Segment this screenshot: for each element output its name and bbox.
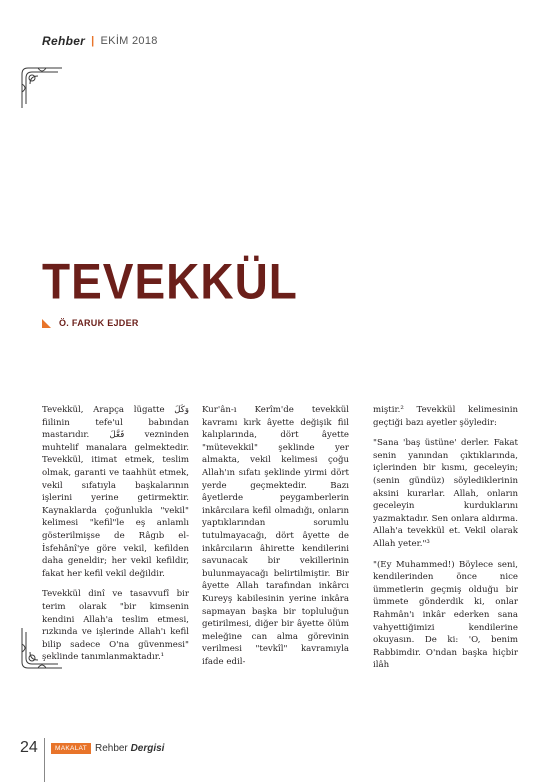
author-line [42, 318, 139, 328]
orange-triangle-icon [42, 319, 51, 328]
column-1 [42, 404, 189, 672]
column-2 [202, 404, 349, 676]
top-corner-ornament-icon [18, 64, 66, 112]
footer-divider [44, 738, 45, 782]
brand-logo: Rehber [42, 34, 86, 48]
paragraph: Kur'ân-ı Kerîm'de tevekkül kavramı kırk âyette değişik fiil kalıplarında, dört âyette "mütevekkil" şeklinde yer almakta, vekil kelimesi çoğu Allah'ın sıfatı şeklinde yirmi dört yerde geçmektedir. Bazı âyetlerde peygamberlerin inkârcılara kefil olmadığı, onların yaptıklarından sorumlu tutulmayacağı, dört âyette de inkârcıların âhirette kendilerini savunacak bir vekillerinin bulunmayacağı belirtilmiştir. Bir âyette Allah tarafından inkârcı Kureyş kabilesinin yerine inkâra sapmayan başka bir topluluğun getirilmesi, diğer bir âyette ölüm meleğine can alma görevinin verilmesi "tevkîl" kavramıyla ifade edil- [202, 405, 349, 667]
quote-paragraph: "(Ey Muhammed!) Böylece seni, kendilerinden önce nice ümmetlerin geçmiş olduğu bir ümmete gönderdik ki, onlar Rahmân'ı inkâr ederken sana vahyettiğimizi kendilerine okuyasın. De ki: 'O, benim Rabbimdir. O'ndan başka hiçbir ilâh [373, 559, 518, 671]
magazine-suffix: Dergisi [130, 742, 165, 754]
paragraph: Tevekkül dinî ve tasavvufî bir terim olarak "bir kimsenin kendini Allah'a teslim etmesi, rızkında ve işlerinde Allah'ı kefil bilip sadece O'na güvenmesi" şeklinde tanımlanmaktadır.¹ [42, 589, 189, 663]
author-name: Ö. FARUK EJDER [59, 318, 139, 328]
paragraph: miştir.² Tevekkül kelimesinin geçtiği bazı ayetler şöyledir: [373, 405, 518, 428]
quote-paragraph: "Sana 'baş üstüne' derler. Fakat senin yanından çıktıklarında, içlerinden bir kısmı, geceleyin; (senin gündüz) söylediklerinin aksini kurarlar. Allah, onların geceleyin kurduklarını yazmaktadır. Sen onlara aldırma. Allah'a tevekkül et. Vekil olarak Allah yeter."³ [373, 438, 518, 549]
paragraph: Tevekkül, Arapça lügatte وَكَلَ fiilinin tefe'ul babından mastarıdır. فَعَّلَ vezninden muhtelif manalara gelmektedir. Tevekkül, itimat etmek, teslim olmak, garanti ve taahhüt etmek, vekil sıfatıyla başkalarının işlerini yerine getirmektir. Kaynaklarda çoğunlukla "vekil" kelimesi "kefil"le eş anlamlı gösterilmişse de Râgıb el-İsfehânî'ye göre vekil, kefilden daha geneldir; her vekil kefildir, fakat her kefil vekil değildir. [42, 405, 189, 579]
page-footer [20, 726, 164, 770]
header-separator: | [91, 35, 95, 47]
column-3 [373, 404, 518, 680]
magazine-prefix: Rehber [94, 742, 128, 754]
magazine-name [95, 743, 165, 754]
article-title: TEVEKKÜL [42, 253, 298, 310]
page-number: 24 [20, 739, 38, 756]
section-tag: MAKALAT [51, 743, 91, 754]
running-header [42, 34, 158, 48]
issue-date: EKİM 2018 [100, 35, 158, 47]
